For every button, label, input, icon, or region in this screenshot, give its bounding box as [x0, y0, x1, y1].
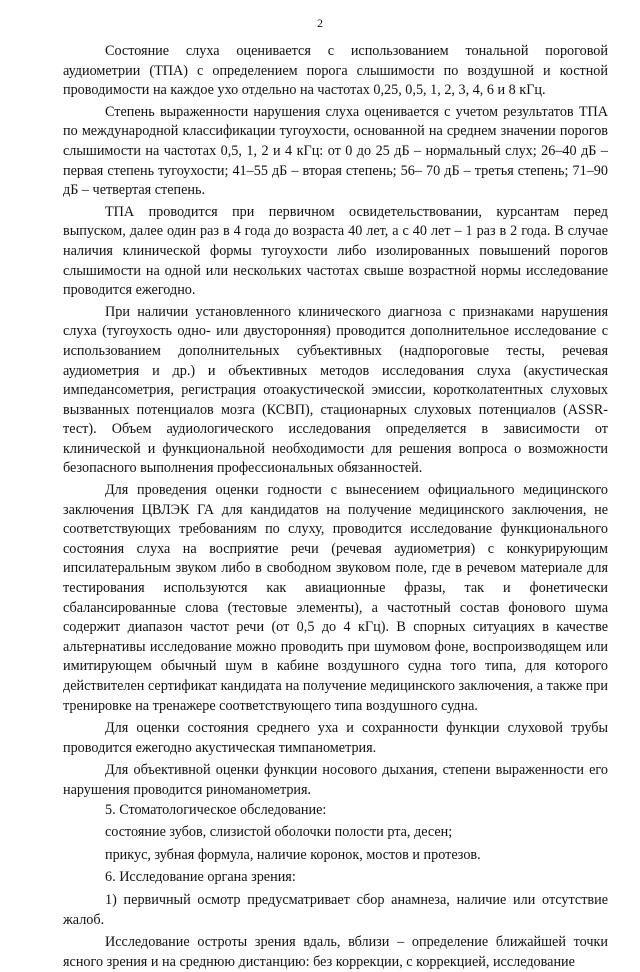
- paragraph-dental-item-2: прикус, зубная формула, наличие коронок, мостов и протезов.: [105, 846, 481, 863]
- paragraph-dental-item-1: состояние зубов, слизистой оболочки полости рта, десен;: [105, 824, 453, 841]
- page-number: 2: [317, 16, 323, 30]
- paragraph-audiometry-method: Состояние слуха оценивается с использованием тональной пороговой аудиометрии (ТПА) с определением порога слышимости по воздушной и костной проводимости на каждое ухо отдельно на частотах 0,25, 0,5, 1, 2, 3, 4, 6 и 8 кГц.: [63, 43, 608, 99]
- paragraph-dental-heading: 5. Стоматологическое обследование:: [105, 801, 327, 818]
- paragraph-visual-acuity: Исследование остроты зрения вдаль, вблизи – определение ближайшей точки ясного зрения и на среднюю дистанцию: без коррекции, с коррекцией, исследование: [63, 934, 608, 970]
- paragraph-tpa-schedule: ТПА проводится при первичном освидетельствовании, курсантам перед выпуском, далее один раз в 4 года до возраста 40 лет, а с 40 лет – 1 раз в 2 года. В случае наличия клинической формы тугоухости либо изолированных повышений порогов слышимости на одной или нескольких частотах свыше возрастной нормы исследование проводится ежегодно.: [63, 203, 608, 299]
- paragraph-vision-item-1: 1) первичный осмотр предусматривает сбор анамнеза, наличие или отсутствие жалоб.: [63, 891, 608, 928]
- paragraph-tympanometry: Для оценки состояния среднего уха и сохранности функции слуховой трубы проводится ежегодно акустическая тимпанометрия.: [63, 720, 608, 756]
- paragraph-additional-exam: При наличии установленного клинического диагноза с признаками нарушения слуха (тугоухость одно- или двусторонняя) проводится дополнительное исследование с использованием дополнительных субъективных (надпороговые тесты, речевая аудиометрия и др.) и объективных методов исследования слуха (акустическая импедансометрия, регистрация отоакустической эмиссии, коротколатентных слуховых вызванных потенциалов мозга (КСВП), стационарных слуховых потенциалов (ASSR-тест). Объем аудиологического исследования определяется в зависимости от клинической и функциональной необходимости для решения вопроса о возможности безопасного выполнения профессиональных обязанностей.: [63, 303, 608, 477]
- document-body: [63, 42, 608, 972]
- paragraph-speech-audiometry: Для проведения оценки годности с вынесением официального медицинского заключения ЦВЛЭК ГА для кандидатов на получение медицинского заключения, не соответствующих требованиям по слуху, проводится исследование функционального состояния слуха на восприятие речи (речевая аудиометрия) с конкурирующим ипсилатеральным звуком либо в свободном звуковом поле, где в речевом материале для тестирования используются как авиационные фразы, так и фонетически сбалансированные слова (тестовые элементы), а частотный состав фонового шума содержит диапазон частот речи (от 0,5 до 4 кГц). В спорных ситуациях в качестве альтернативы исследование можно проводить при шумовом фоне, воспроизводящем или имитирующем обычный шум в кабине воздушного судна того типа, для которого действителен сертификат кандидата на получение медицинского заключения, а также при тренировке на тренажере соответствующего типа воздушного судна.: [63, 482, 608, 714]
- paragraph-rhinomanometry: Для объективной оценки функции носового дыхания, степени выраженности его нарушения проводится риноманометрия.: [63, 762, 608, 798]
- paragraph-hearing-degree: Степень выраженности нарушения слуха оценивается с учетом результатов ТПА по международной классификации тугоухости, основанной на среднем значении порогов слышимости на частотах 0,5, 1, 2 и 4 кГц: от 0 до 25 дБ – нормальный слух; 26–40 дБ – первая степень тугоухости; 41–55 дБ – вторая степень; 56– 70 дБ – третья степень; 71–90 дБ – четвертая степень.: [63, 103, 608, 199]
- paragraph-vision-heading: 6. Исследование органа зрения:: [105, 869, 296, 886]
